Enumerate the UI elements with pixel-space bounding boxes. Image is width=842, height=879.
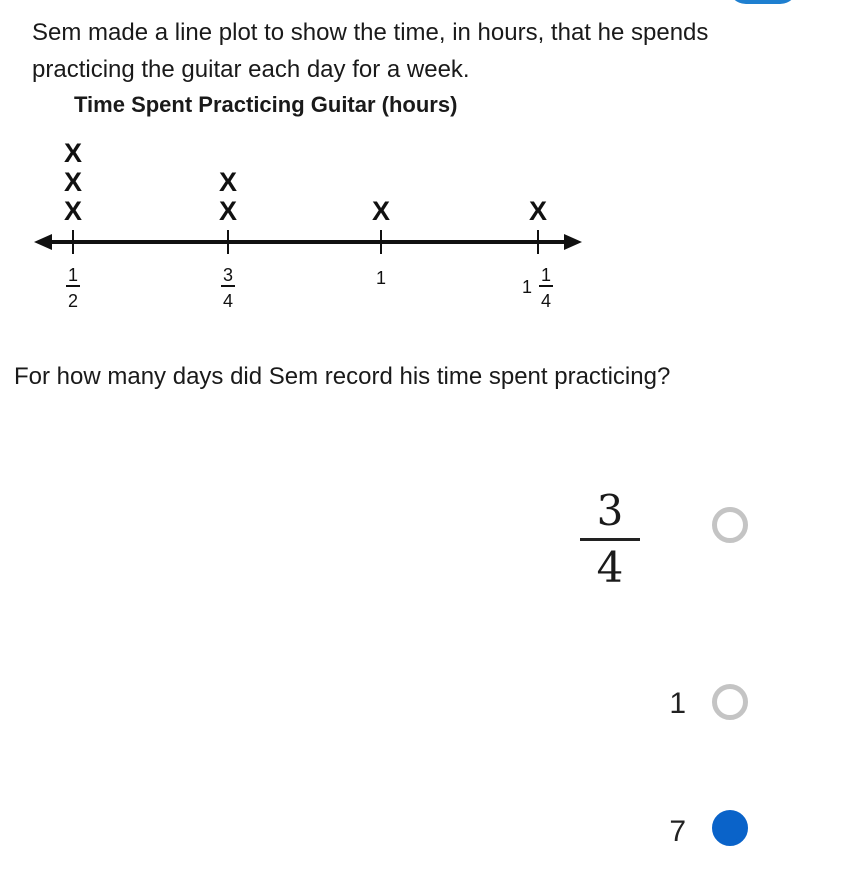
data-marker: X: [371, 196, 391, 226]
choice-three-fourths[interactable]: [580, 488, 770, 618]
radio-button[interactable]: [712, 507, 748, 543]
tick-label-whole: 1: [375, 268, 387, 288]
question-prompt: For how many days did Sem record his time spent practicing?: [14, 363, 671, 390]
choice-label: 7: [669, 815, 686, 848]
line-plot: [0, 128, 842, 328]
choice-one[interactable]: [626, 680, 776, 730]
data-marker: X: [63, 196, 83, 226]
choice-label: 1: [669, 687, 686, 720]
question-stem: Sem made a line plot to show the time, in hours, that he spends practicing the guitar each day for a week.: [32, 19, 709, 83]
data-marker: X: [63, 167, 83, 197]
tick-label-numerator: 1: [67, 265, 79, 285]
tick-label-denominator: 4: [540, 291, 552, 311]
tick-label-denominator: 4: [222, 291, 234, 311]
choice-fraction-numerator: 3: [596, 486, 624, 535]
tick-label-numerator: 1: [540, 265, 552, 285]
choice-fraction-denominator: 4: [596, 543, 624, 592]
data-marker: X: [528, 196, 548, 226]
data-marker: X: [218, 167, 238, 197]
radio-button[interactable]: [712, 684, 748, 720]
tick-label-whole: 1: [521, 277, 533, 297]
fraction-bar: [580, 538, 640, 541]
tick-label-numerator: 3: [222, 265, 234, 285]
choice-seven[interactable]: [626, 806, 776, 856]
line-plot-title: Time Spent Practicing Guitar (hours): [74, 92, 458, 117]
choice-fraction: [580, 488, 640, 591]
header-accent: [728, 0, 798, 4]
left-arrow-icon: [34, 234, 52, 250]
tick-label-denominator: 2: [67, 291, 79, 311]
radio-button[interactable]: [712, 810, 748, 846]
data-marker: X: [63, 138, 83, 168]
data-marker: X: [218, 196, 238, 226]
right-arrow-icon: [564, 234, 582, 250]
